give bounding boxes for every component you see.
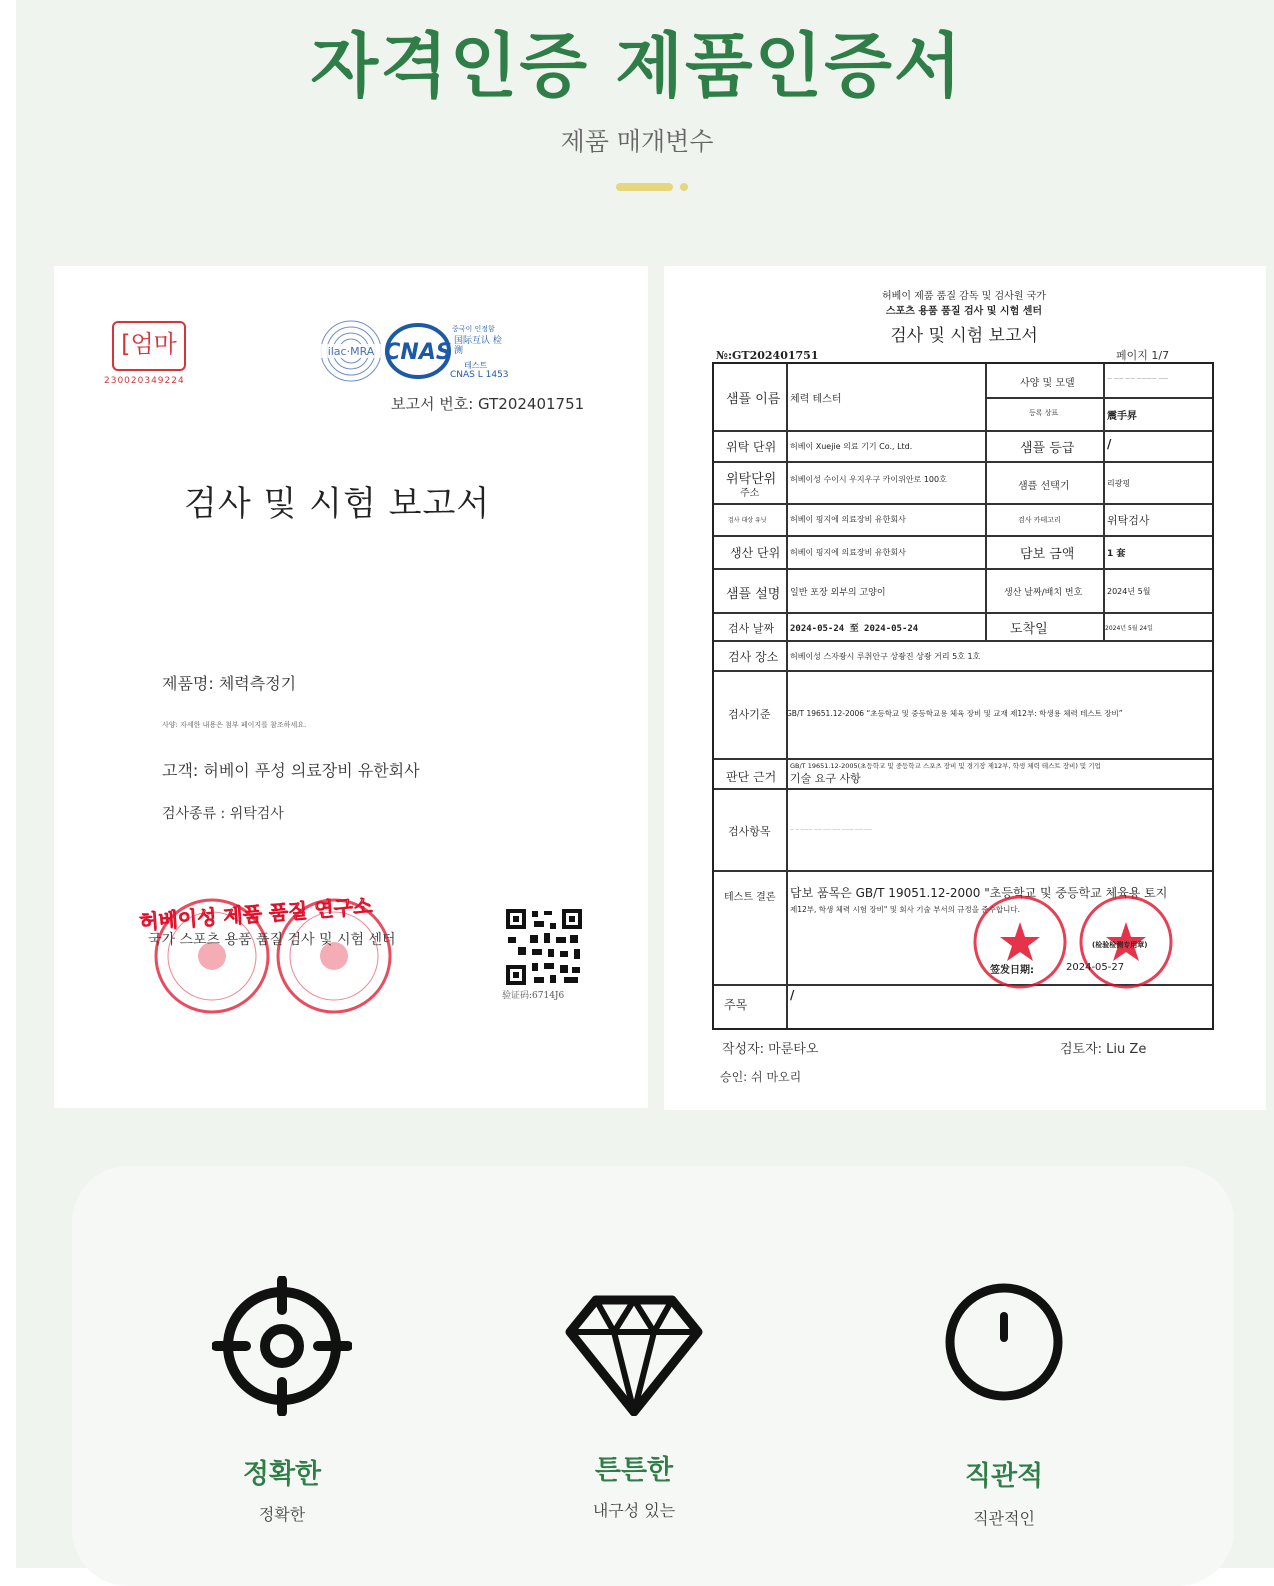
cell-basis-line1: GB/T 19651.12-2005(초등학교 및 중등학교 스포츠 장비 및 경기장 제12부, 학생 체력 테스트 장비) 및 기업	[790, 762, 1101, 770]
cnas-cn-mid: 国际互认 检 测	[454, 336, 502, 356]
seal-caption	[139, 894, 439, 1014]
feature-durable	[514, 1276, 754, 1520]
certificate-cover[interactable]	[54, 266, 648, 1108]
cell-amount: 1 套	[1107, 549, 1126, 559]
report-table	[712, 362, 1214, 1030]
cell-sample-name: 체력 테스터	[790, 394, 842, 405]
cell-basis-line2: 기술 요구 사항	[790, 772, 861, 785]
stamp-caption: (检验检测专用章)	[1092, 941, 1148, 949]
feature-title: 정확한	[242, 1459, 322, 1490]
product-name: 제품명: 체력측정기	[162, 674, 297, 693]
cell-label-client-address: 위탁단위	[726, 472, 777, 487]
report-header-title: 검사 및 시험 보고서	[890, 326, 1038, 346]
cell-sample-grade: /	[1107, 437, 1112, 451]
report-approver: 승인: 쉬 마오리	[720, 1070, 802, 1084]
cell-label-arrival: 도착일	[1010, 622, 1048, 637]
cell-test-date: 2024-05-24 至 2024-05-24	[790, 624, 919, 634]
cell-batch: 2024년 5월	[1107, 587, 1151, 596]
feature-title: 튼튼한	[594, 1455, 674, 1486]
cell-label-sample-desc: 샘플 설명	[726, 587, 781, 602]
cell-label-batch: 생산 날짜/배치 번호	[1004, 588, 1083, 598]
cell-sample-desc: 일반 포장 외부의 고양이	[790, 588, 886, 598]
cell-label-issue-date: 签发日期:	[990, 965, 1034, 976]
feature-panel	[72, 1166, 1234, 1586]
cell-inspected-unit: 허베이 핑지에 의료장비 유한회사	[790, 515, 906, 524]
cell-label-producer: 생산 단위	[730, 546, 781, 560]
cell-label-category: 검사 카테고리	[1018, 516, 1061, 524]
cell-trademark: 震手昇	[1107, 411, 1137, 422]
cnas-logo-icon	[384, 322, 452, 380]
report-number: №:GT202401751	[716, 349, 819, 362]
seal-text-secondary: 국가 스포츠 용품 품질 검사 및 시험 센터	[148, 932, 396, 948]
cell-label-basis: 판단 근거	[726, 770, 777, 784]
qr-code-icon[interactable]	[504, 907, 584, 987]
cell-result-line1: 담보 품목은 GB/T 19051.12-2000 "초등학교 및 중등학교 체육용 토지	[790, 886, 1168, 900]
cell-label-place: 검사 장소	[728, 650, 779, 664]
page-title: 자격인증 제품인증서	[310, 25, 964, 107]
feature-desc: 정확한	[258, 1505, 306, 1524]
qr-verification-code: 验证码:6714J6	[502, 991, 565, 1001]
report-header-line2: 스포츠 용품 품질 검사 및 시험 센터	[885, 306, 1043, 317]
feature-title: 직관적	[964, 1461, 1044, 1492]
cell-label-test-date: 검사 날짜	[728, 622, 775, 635]
cnas-label: CNAS	[384, 340, 452, 365]
feature-intuitive	[884, 1276, 1124, 1528]
mark-code: 230020349224	[104, 376, 185, 386]
feature-desc: 내구성 있는	[592, 1501, 676, 1520]
cell-label-remarks: 주목	[724, 998, 748, 1012]
spec-note: 사양: 자세한 내용은 첨부 페이지를 참조하세요.	[162, 721, 307, 729]
diamond-icon	[564, 1276, 704, 1416]
cell-place: 허베이성 스자좡시 루취안구 상좡진 상좡 거리 5호 1호	[790, 652, 981, 661]
cell-items: — — ——— —— —— —— ——— —— ——	[790, 827, 873, 832]
feature-desc: 직관적인	[973, 1509, 1035, 1528]
cell-label-items: 검사항목	[728, 825, 771, 838]
cell-remarks: /	[790, 988, 795, 1002]
report-author: 작성자: 마룬타오	[722, 1042, 819, 1057]
feature-accurate	[162, 1276, 402, 1524]
cell-client: 허베이 Xuejie 의료 기기 Co., Ltd.	[790, 442, 913, 451]
cell-label-sample-name: 샘플 이름	[726, 392, 781, 407]
cell-label-standard: 검사기준	[728, 708, 771, 721]
report-reviewer: 검토자: Liu Ze	[1060, 1042, 1147, 1057]
mark-logo: [엄마	[112, 321, 186, 371]
cell-issue-date: 2024-05-27	[1066, 962, 1125, 973]
customer: 고객: 허베이 푸성 의료장비 유한회사	[162, 761, 420, 780]
cell-label-client: 위탁 단위	[726, 440, 777, 454]
cell-label-sample-selector: 샘플 선택기	[1018, 481, 1070, 492]
power-icon	[934, 1276, 1074, 1416]
crosshair-icon	[212, 1276, 352, 1416]
cell-client-address: 허베이성 수이시 우지우구 카이위안로 100호	[790, 475, 947, 484]
cell-category: 위탁검사	[1107, 514, 1150, 527]
report-header-line1: 허베이 제품 품질 감독 및 검사원 국가	[882, 291, 1046, 302]
cnas-cn-bottom: 테스트	[464, 361, 488, 370]
cell-producer: 허베이 핑지에 의료장비 유한회사	[790, 548, 906, 557]
cell-label-inspected-unit: 검사 대상 유닛	[728, 517, 767, 524]
report-title: 검사 및 시험 보고서	[184, 484, 491, 524]
inspection-type: 검사종류 : 위탁검사	[162, 806, 284, 822]
cell-label-spec-model: 사양 및 모델	[1020, 378, 1075, 389]
title-decoration	[616, 183, 676, 192]
cell-spec-model: — —— —— ———— ——	[1107, 376, 1169, 382]
cnas-cn-top: 중국이 인정함	[452, 325, 495, 333]
cell-label-amount: 담보 금액	[1020, 547, 1075, 562]
cell-standard: GB/T 19651.12-2006 “초등학교 및 중등학교용 체육 장비 및 교재 제12부: 학생용 체력 테스트 장비”	[786, 709, 1123, 718]
seal-text-primary: 허베이성 제품 품질 연구소	[138, 893, 374, 935]
page-subtitle: 제품 매개변수	[560, 127, 714, 156]
cell-label-sample-grade: 샘플 등급	[1020, 441, 1075, 456]
cell-label-trademark: 등록 상표	[1029, 409, 1059, 417]
cell-arrival: 2024년 5월 24일	[1105, 625, 1153, 632]
ilac-logo-icon	[318, 318, 384, 384]
cnas-number: CNAS L 1453	[450, 370, 509, 380]
certificate-report-page[interactable]	[664, 266, 1266, 1110]
cell-label-client-address-sub: 주소	[740, 488, 760, 499]
cell-label-result: 테스트 결론	[724, 892, 776, 903]
ilac-label: ilac·MRA	[327, 345, 375, 358]
report-number: 보고서 번호: GT202401751	[391, 395, 585, 413]
cell-result-line2: 제12부, 학생 체력 시험 장비" 및 회사 기술 부서의 규정을 준수합니다.	[790, 905, 1020, 914]
page-indicator: 페이지 1/7	[1116, 349, 1170, 362]
cell-sample-selector: 리광핑	[1107, 479, 1131, 488]
